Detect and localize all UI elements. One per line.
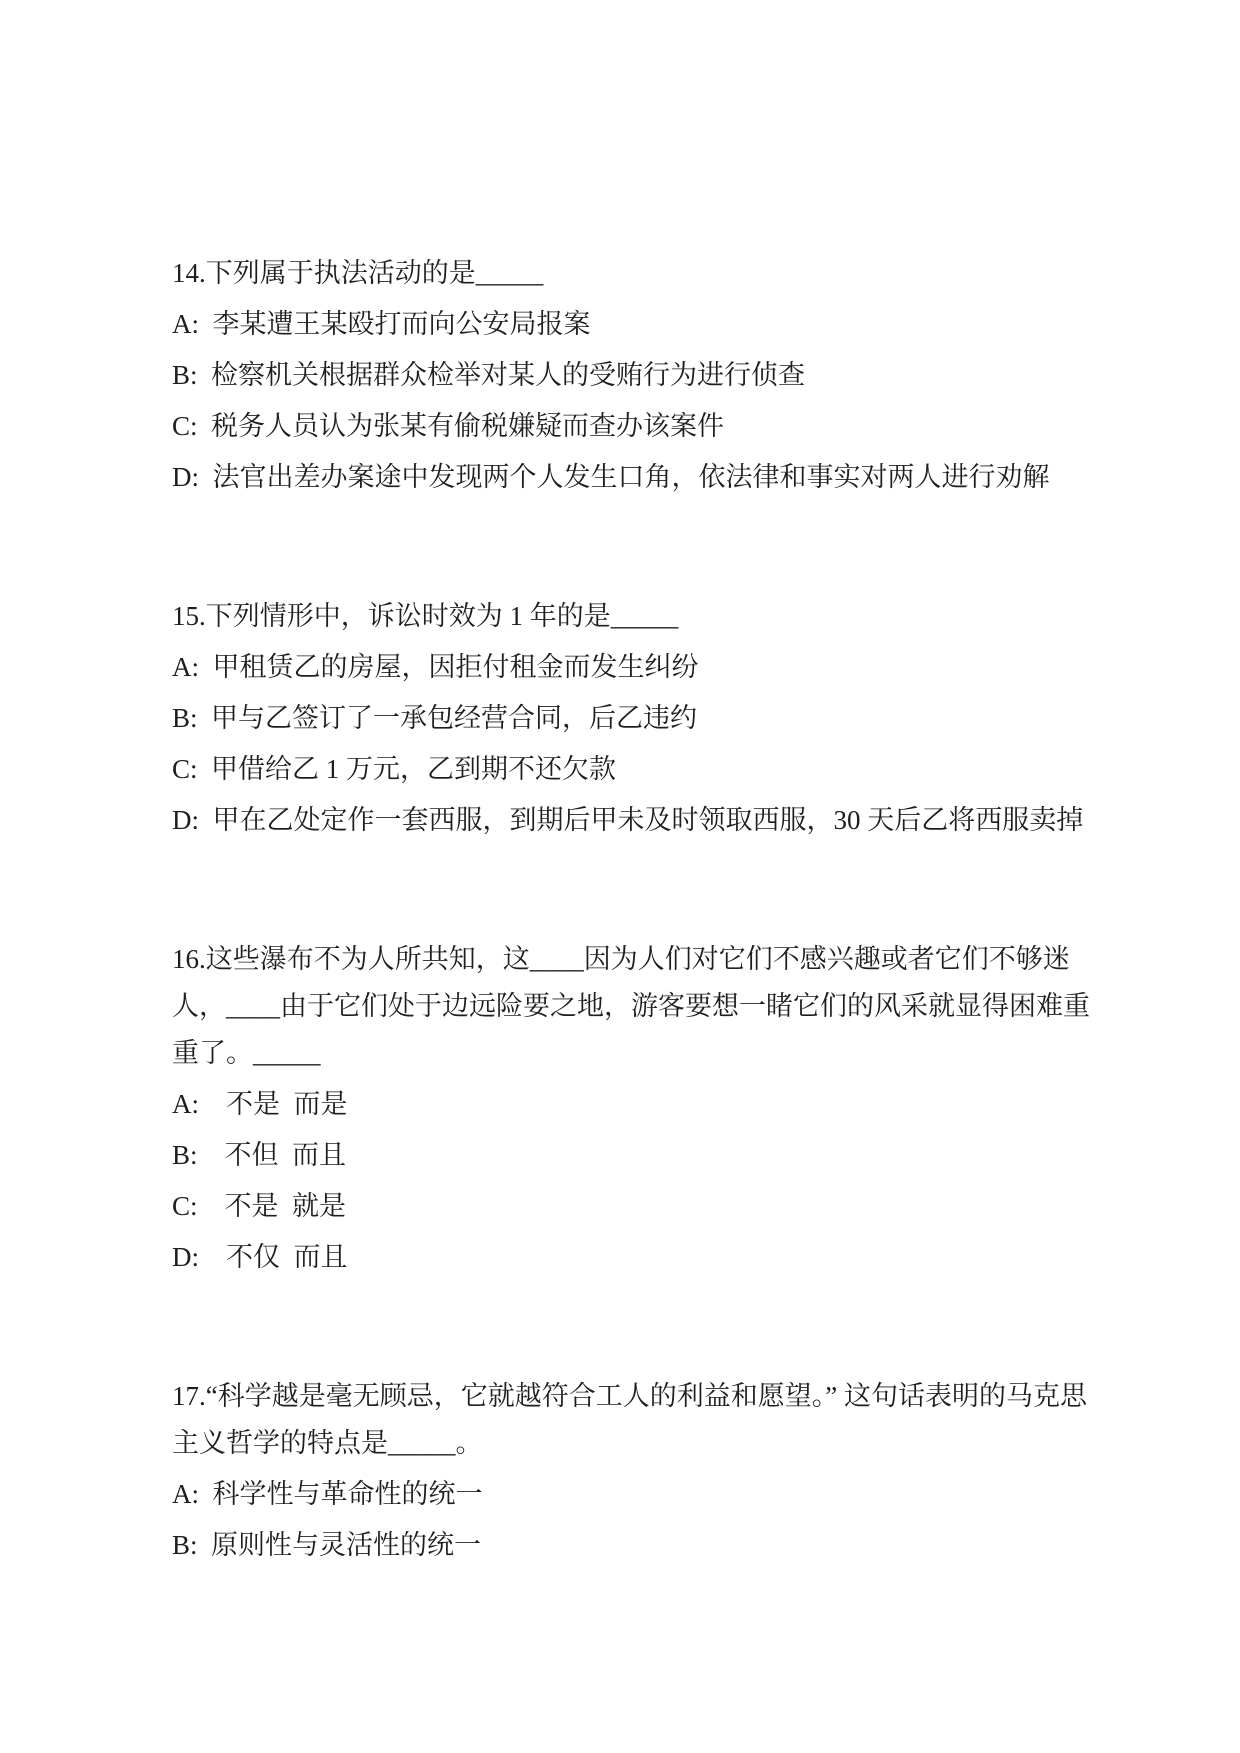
question-14-option-d: D: 法官出差办案途中发现两个人发生口角，依法律和事实对两人进行劝解 bbox=[172, 462, 1050, 492]
question-15-option-c: C: 甲借给乙 1 万元，乙到期不还欠款 bbox=[172, 754, 617, 784]
question-14-option-c: C: 税务人员认为张某有偷税嫌疑而查办该案件 bbox=[172, 411, 725, 441]
question-16-option-c: C: 不是 就是 bbox=[172, 1191, 347, 1221]
question-17-title: 17.“科学越是毫无顾忌，它就越符合工人的利益和愿望。” 这句话表明的马克思主义哲学的特点是_____。 bbox=[172, 1381, 1087, 1458]
question-15-option-b: B: 甲与乙签订了一承包经营合同，后乙违约 bbox=[172, 703, 698, 733]
question-14 bbox=[172, 250, 1092, 501]
question-16-title: 16.这些瀑布不为人所共知，这____因为人们对它们不感兴趣或者它们不够迷人，____由于它们处于边远险要之地，游客要想一睹它们的风采就显得困难重重了。_____ bbox=[172, 944, 1090, 1068]
question-16-option-b: B: 不但 而且 bbox=[172, 1140, 347, 1170]
question-14-option-a: A: 李某遭王某殴打而向公安局报案 bbox=[172, 309, 591, 339]
question-14-option-b: B: 检察机关根据群众检举对某人的受贿行为进行侦查 bbox=[172, 360, 806, 390]
question-15-option-a: A: 甲租赁乙的房屋，因拒付租金而发生纠纷 bbox=[172, 652, 699, 682]
question-17-option-a: A: 科学性与革命性的统一 bbox=[172, 1479, 483, 1509]
question-14-title: 14.下列属于执法活动的是_____ bbox=[172, 258, 544, 288]
question-16-option-d: D: 不仅 而且 bbox=[172, 1242, 348, 1272]
question-15 bbox=[172, 593, 1092, 844]
question-15-title: 15.下列情形中，诉讼时效为 1 年的是_____ bbox=[172, 601, 679, 631]
question-15-option-d: D: 甲在乙处定作一套西服，到期后甲未及时领取西服，30 天后乙将西服卖掉 bbox=[172, 805, 1084, 835]
exam-content bbox=[172, 250, 1092, 1569]
question-17-option-b: B: 原则性与灵活性的统一 bbox=[172, 1530, 482, 1560]
question-16 bbox=[172, 936, 1092, 1281]
question-17 bbox=[172, 1373, 1092, 1569]
question-16-option-a: A: 不是 而是 bbox=[172, 1089, 348, 1119]
